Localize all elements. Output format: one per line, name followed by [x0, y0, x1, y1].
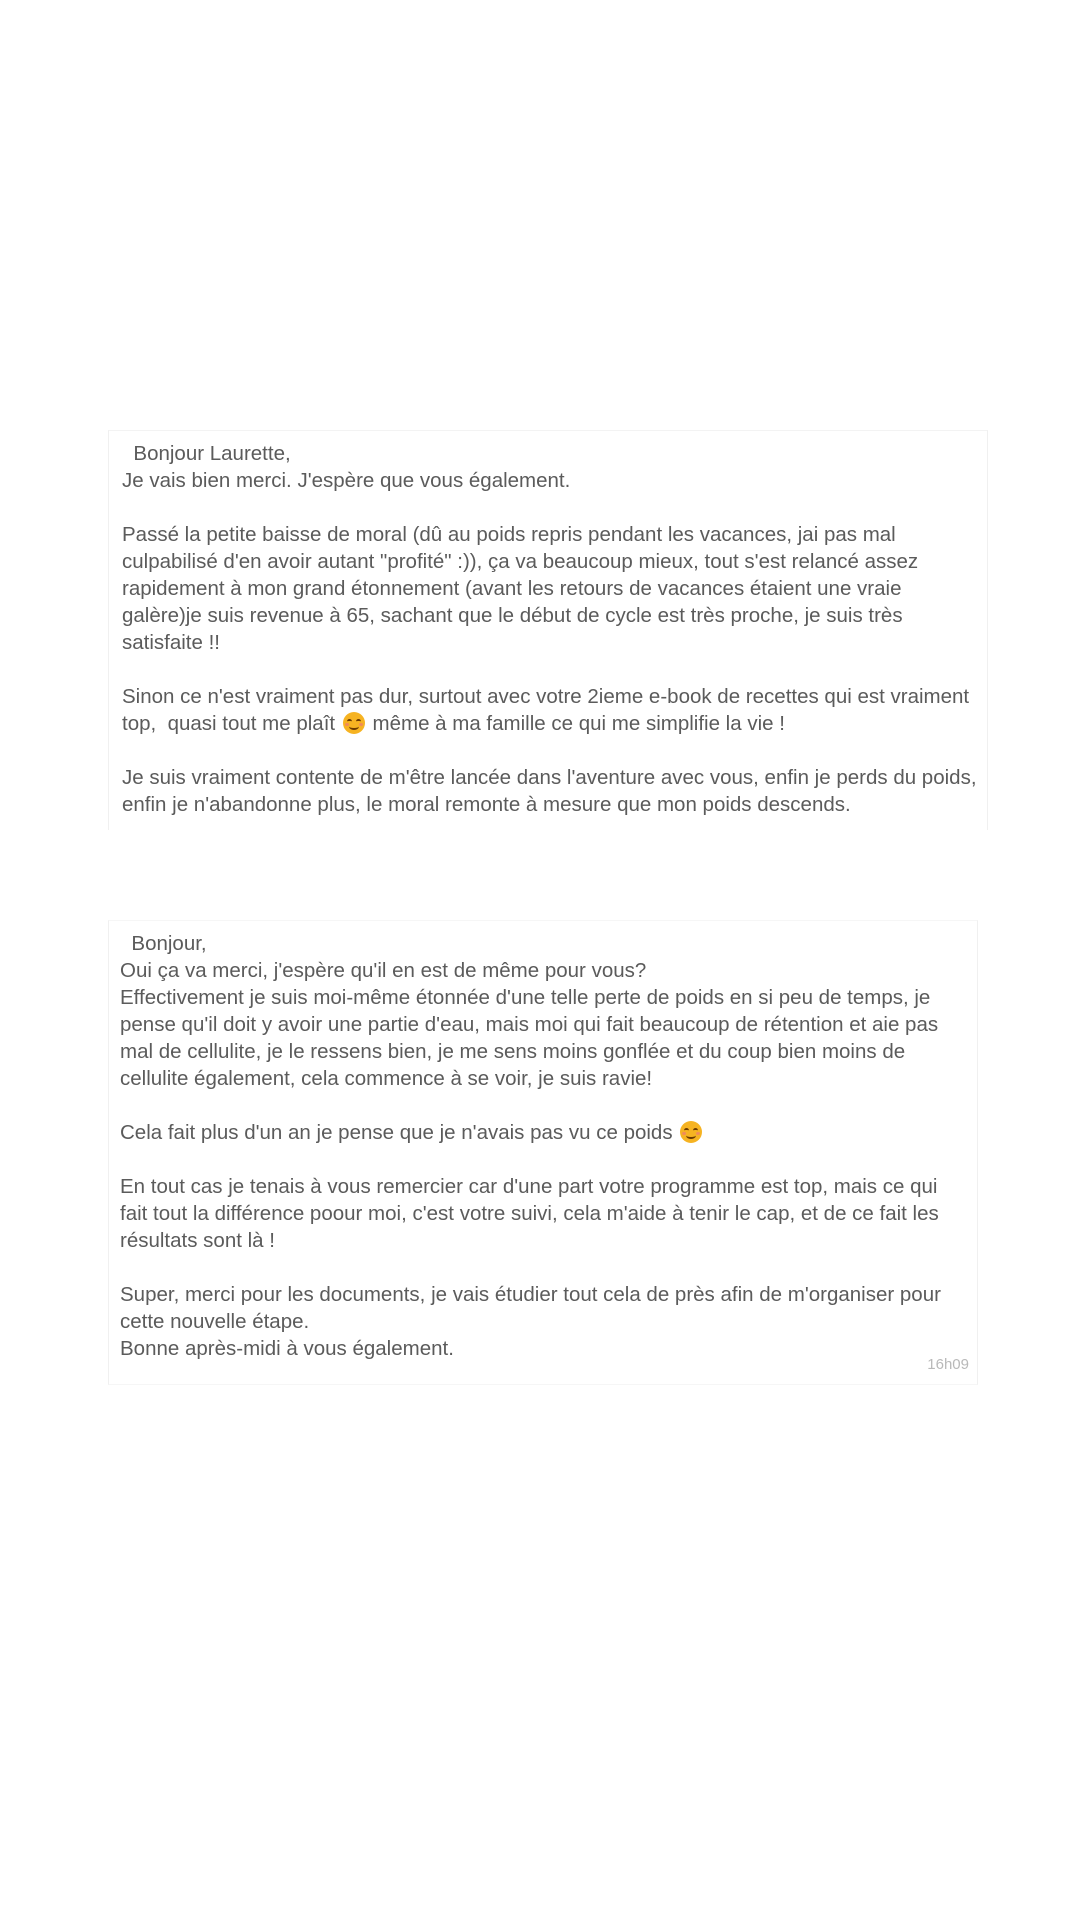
message-line: Bonjour, — [120, 932, 207, 955]
message-line: Je suis vraiment contente de m'être lancée dans l'aventure avec vous, enfin je perds du poids, — [122, 766, 977, 789]
message-line — [120, 1146, 967, 1173]
message-text: Cela fait plus d'un an je pense que je n'avais pas vu ce poids — [120, 1121, 673, 1144]
message-line — [120, 1254, 967, 1281]
message-line: Bonjour Laurette, — [122, 442, 291, 465]
message-line: Effectivement je suis moi-même étonnée d'une telle perte de poids en si peu de temps, je — [120, 986, 931, 1009]
message-line: Je vais bien merci. J'espère que vous également. — [122, 469, 571, 492]
message-bubble-1 — [108, 430, 988, 830]
message-line — [122, 494, 977, 521]
message-line-with-emoji — [122, 710, 977, 737]
message-timestamp: 16h09 — [927, 1356, 969, 1373]
message-line: mal de cellulite, je le ressens bien, je me sens moins gonflée et du coup bien moins de — [120, 1040, 906, 1063]
message-line: satisfaite !! — [122, 631, 220, 654]
message-line: Passé la petite baisse de moral (dû au poids repris pendant les vacances, jai pas mal — [122, 523, 896, 546]
message-text: top, quasi tout me plaît — [122, 712, 336, 735]
message-line: Bonne après-midi à vous également. — [120, 1337, 454, 1360]
message-line — [120, 1092, 967, 1119]
message-line: En tout cas je tenais à vous remercier car d'une part votre programme est top, mais ce qui — [120, 1175, 938, 1198]
message-line: galère)je suis revenue à 65, sachant que le début de cycle est très proche, je suis très — [122, 604, 903, 627]
message-text: même à ma famille ce qui me simplifie la vie ! — [372, 712, 785, 735]
message-line: enfin je n'abandonne plus, le moral remonte à mesure que mon poids descends. — [122, 793, 851, 816]
message-line: cellulite également, cela commence à se voir, je suis ravie! — [120, 1067, 653, 1090]
smiling-face-emoji-icon — [343, 712, 365, 734]
message-bubble-2 — [108, 920, 978, 1385]
message-line-with-emoji — [120, 1119, 967, 1146]
message-line: Oui ça va merci, j'espère qu'il en est de même pour vous? — [120, 959, 647, 982]
message-line: résultats sont là ! — [120, 1229, 275, 1252]
message-line: pense qu'il doit y avoir une partie d'eau, mais moi qui fait beaucoup de rétention et aie pas — [120, 1013, 939, 1036]
message-line: Sinon ce n'est vraiment pas dur, surtout avec votre 2ieme e-book de recettes qui est vraiment — [122, 685, 970, 708]
message-line: Super, merci pour les documents, je vais étudier tout cela de près afin de m'organiser pour — [120, 1283, 941, 1306]
message-line: fait tout la différence poour moi, c'est votre suivi, cela m'aide à tenir le cap, et de ce fait les — [120, 1202, 939, 1225]
message-line — [122, 656, 977, 683]
message-line: rapidement à mon grand étonnement (avant les retours de vacances étaient une vraie — [122, 577, 902, 600]
message-line: culpabilisé d'en avoir autant "profité" :)), ça va beaucoup mieux, tout s'est relancé assez — [122, 550, 919, 573]
message-line — [122, 737, 977, 764]
message-line: cette nouvelle étape. — [120, 1310, 310, 1333]
smiling-face-emoji-icon — [680, 1121, 702, 1143]
